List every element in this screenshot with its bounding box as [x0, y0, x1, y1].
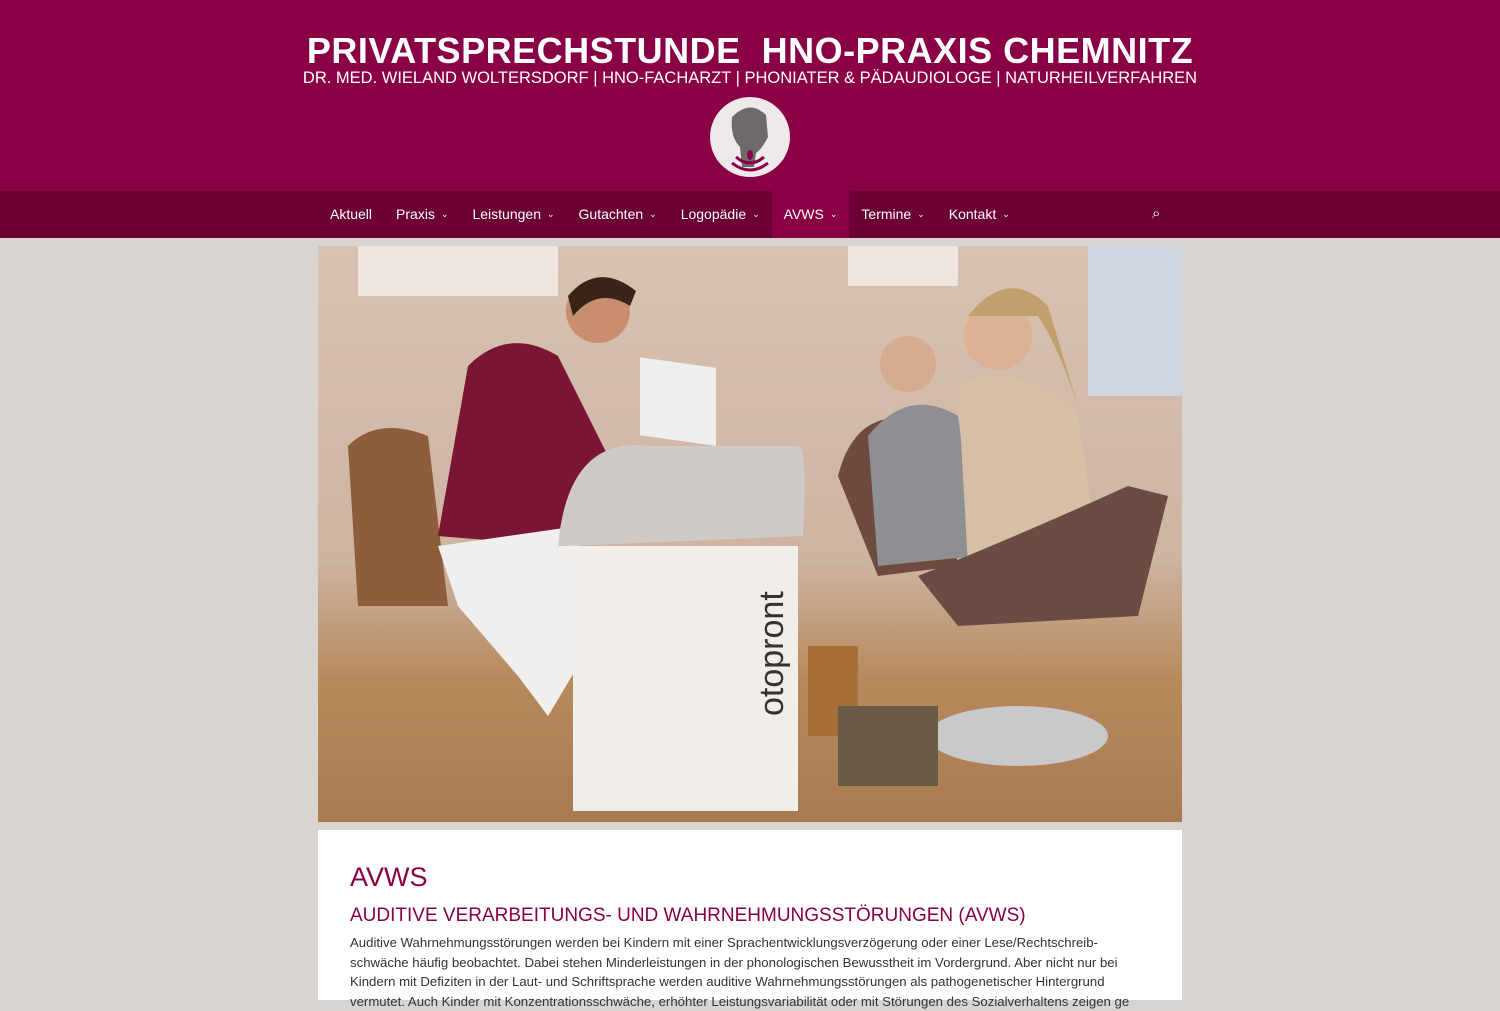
nav-praxis[interactable]	[384, 191, 460, 238]
chevron-down-icon: ⌄	[829, 209, 838, 219]
chevron-down-icon: ⌄	[752, 209, 760, 219]
nav-termine[interactable]	[849, 191, 936, 238]
nav-leistungen[interactable]	[460, 191, 566, 238]
nav-gutachten[interactable]	[567, 191, 669, 238]
nav-avws[interactable]	[772, 191, 850, 238]
page-title: AVWS	[350, 862, 428, 892]
main-navigation	[0, 191, 1500, 238]
site-header	[0, 0, 1500, 191]
nav-label: Leistungen	[472, 206, 541, 222]
site-title[interactable]: PRIVATSPRECHSTUNDE HNO-PRAXIS CHEMNITZ	[306, 30, 1194, 71]
hero-image	[318, 246, 1182, 822]
practice-logo[interactable]	[710, 97, 790, 177]
chevron-down-icon: ⌄	[917, 209, 925, 219]
nav-logopaedie[interactable]	[669, 191, 772, 238]
nav-kontakt[interactable]	[937, 191, 1022, 238]
otopront-brand: otopront	[753, 591, 791, 716]
article	[318, 830, 1182, 1009]
chevron-down-icon: ⌄	[547, 209, 555, 219]
nav-label: Aktuell	[330, 206, 373, 222]
site-subtitle: DR. MED. WIELAND WOLTERSDORF | HNO-FACHARZT | PHONIATER & PÄDAUDIOLOGE | NATURHEILVERFAHREN	[302, 69, 1198, 87]
body-text: Auditive Wahrnehmungsstörungen werden bei Kindern mit einer Sprachentwicklungsverzögerung oder einer Lese/Rechtschreib-schwäche häufig beobachtet. Dabei stehen Minderleistungen in der phonologischen Bewusstheit im Vordergrund. Aber nicht nur bei Kindern mit Defiziten in der Laut- und Schriftsprache werden auditive Wahrnehmungsstörungen als pathogenetischer Hintergrund vermutet. Auch Kinder mit Konzentrationsschwäche, erhöhter Leistungsvariabilität oder mit Störungen des Sozialverhaltens zeigen ge	[350, 935, 1130, 1009]
section-heading: AUDITIVE VERARBEITUNGS- UND WAHRNEHMUNGSSTÖRUNGEN (AVWS)	[350, 905, 1026, 926]
search-icon[interactable]: ⌕	[1152, 205, 1161, 222]
nav-label: Gutachten	[578, 206, 644, 222]
nav-label: Praxis	[396, 206, 435, 222]
nav-aktuell[interactable]	[318, 191, 384, 238]
chevron-down-icon: ⌄	[649, 209, 657, 219]
nav-label: Kontakt	[948, 206, 997, 222]
nav-label: Logopädie	[680, 206, 747, 222]
nav-label: Termine	[861, 206, 912, 222]
chevron-down-icon: ⌄	[1002, 209, 1010, 219]
chevron-down-icon: ⌄	[440, 209, 449, 219]
nav-label: AVWS	[783, 206, 824, 222]
